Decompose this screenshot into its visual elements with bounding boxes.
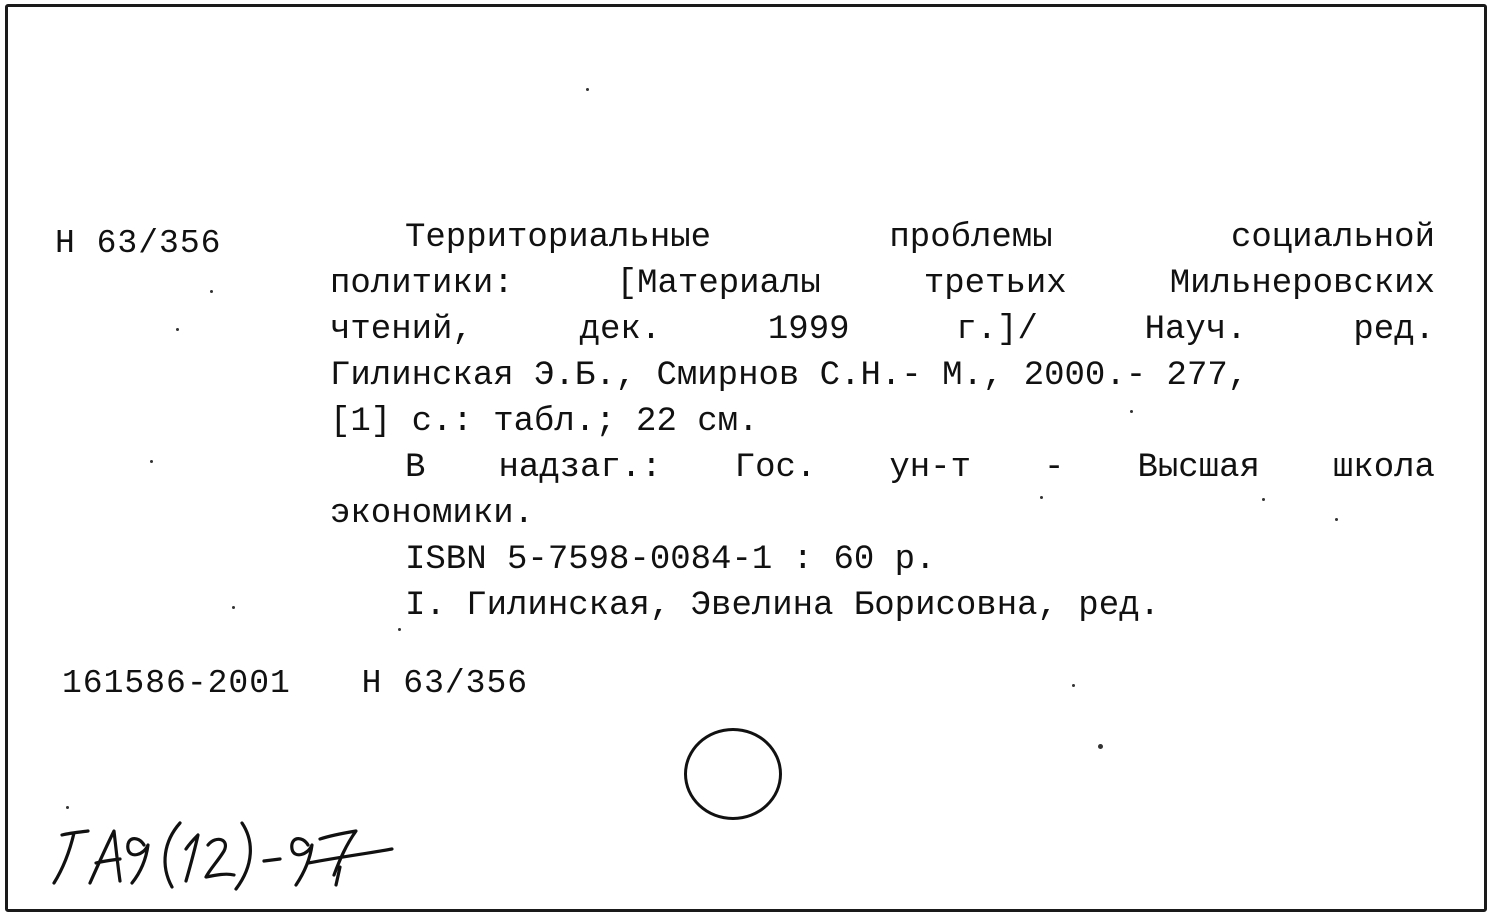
word: 1999	[767, 311, 850, 349]
scan-speck	[66, 806, 69, 809]
entry-line-6	[330, 445, 1435, 491]
circle-mark	[684, 728, 782, 820]
editor-text: I. Гилинская, Эвелина Борисовна, ред.	[405, 587, 1160, 625]
accession-number: 161586-2001	[62, 665, 291, 702]
entry-line-3	[330, 307, 1435, 353]
word: ред.	[1353, 311, 1435, 349]
line-text: Гилинская Э.Б., Смирнов С.Н.- М., 2000.- 277,	[330, 357, 1249, 395]
word: В	[405, 449, 426, 487]
word: ун-т	[889, 449, 971, 487]
scan-speck	[210, 290, 213, 293]
scan-speck	[1130, 410, 1133, 413]
word: г.]/	[956, 311, 1038, 349]
line-text: экономики.	[330, 495, 535, 533]
scan-speck	[1098, 744, 1103, 749]
word: политики:	[330, 265, 514, 303]
handwritten-note-drawing	[40, 805, 400, 895]
word: школа	[1332, 449, 1435, 487]
word: Территориальные	[405, 219, 712, 257]
entry-line-1	[330, 215, 1435, 261]
scan-speck	[1262, 498, 1265, 501]
isbn-text: ISBN 5-7598-0084-1 : 60 р.	[405, 541, 936, 579]
word: чтений,	[330, 311, 473, 349]
word: Высшая	[1137, 449, 1260, 487]
card-footer	[62, 665, 528, 702]
scan-speck	[398, 628, 401, 631]
word: дек.	[579, 311, 662, 349]
bibliographic-entry	[330, 215, 1435, 629]
scan-speck	[1040, 496, 1043, 499]
entry-line-4	[330, 353, 1435, 399]
scan-speck	[586, 88, 589, 91]
word: [Материалы	[616, 265, 821, 303]
entry-line-isbn	[330, 537, 1435, 583]
word: Мильнеровских	[1169, 265, 1435, 303]
shelfmark: Н 63/356	[55, 225, 222, 262]
entry-line-5	[330, 399, 1435, 445]
entry-line-editor	[330, 583, 1435, 629]
word: проблемы	[889, 219, 1053, 257]
scan-speck	[232, 606, 235, 609]
scan-speck	[176, 328, 179, 331]
word: -	[1044, 449, 1065, 487]
line-text: [1] с.: табл.; 22 см.	[330, 403, 759, 441]
word: надзаг.:	[498, 449, 662, 487]
footer-shelfmark: Н 63/356	[361, 665, 529, 702]
word: Науч.	[1144, 311, 1247, 349]
entry-line-7	[330, 491, 1435, 537]
entry-line-2	[330, 261, 1435, 307]
word: третьих	[923, 265, 1067, 303]
word: Гос.	[734, 449, 817, 487]
scan-speck	[1335, 518, 1338, 521]
scan-speck	[150, 460, 153, 463]
scan-speck	[1072, 684, 1075, 687]
word: социальной	[1230, 219, 1435, 257]
